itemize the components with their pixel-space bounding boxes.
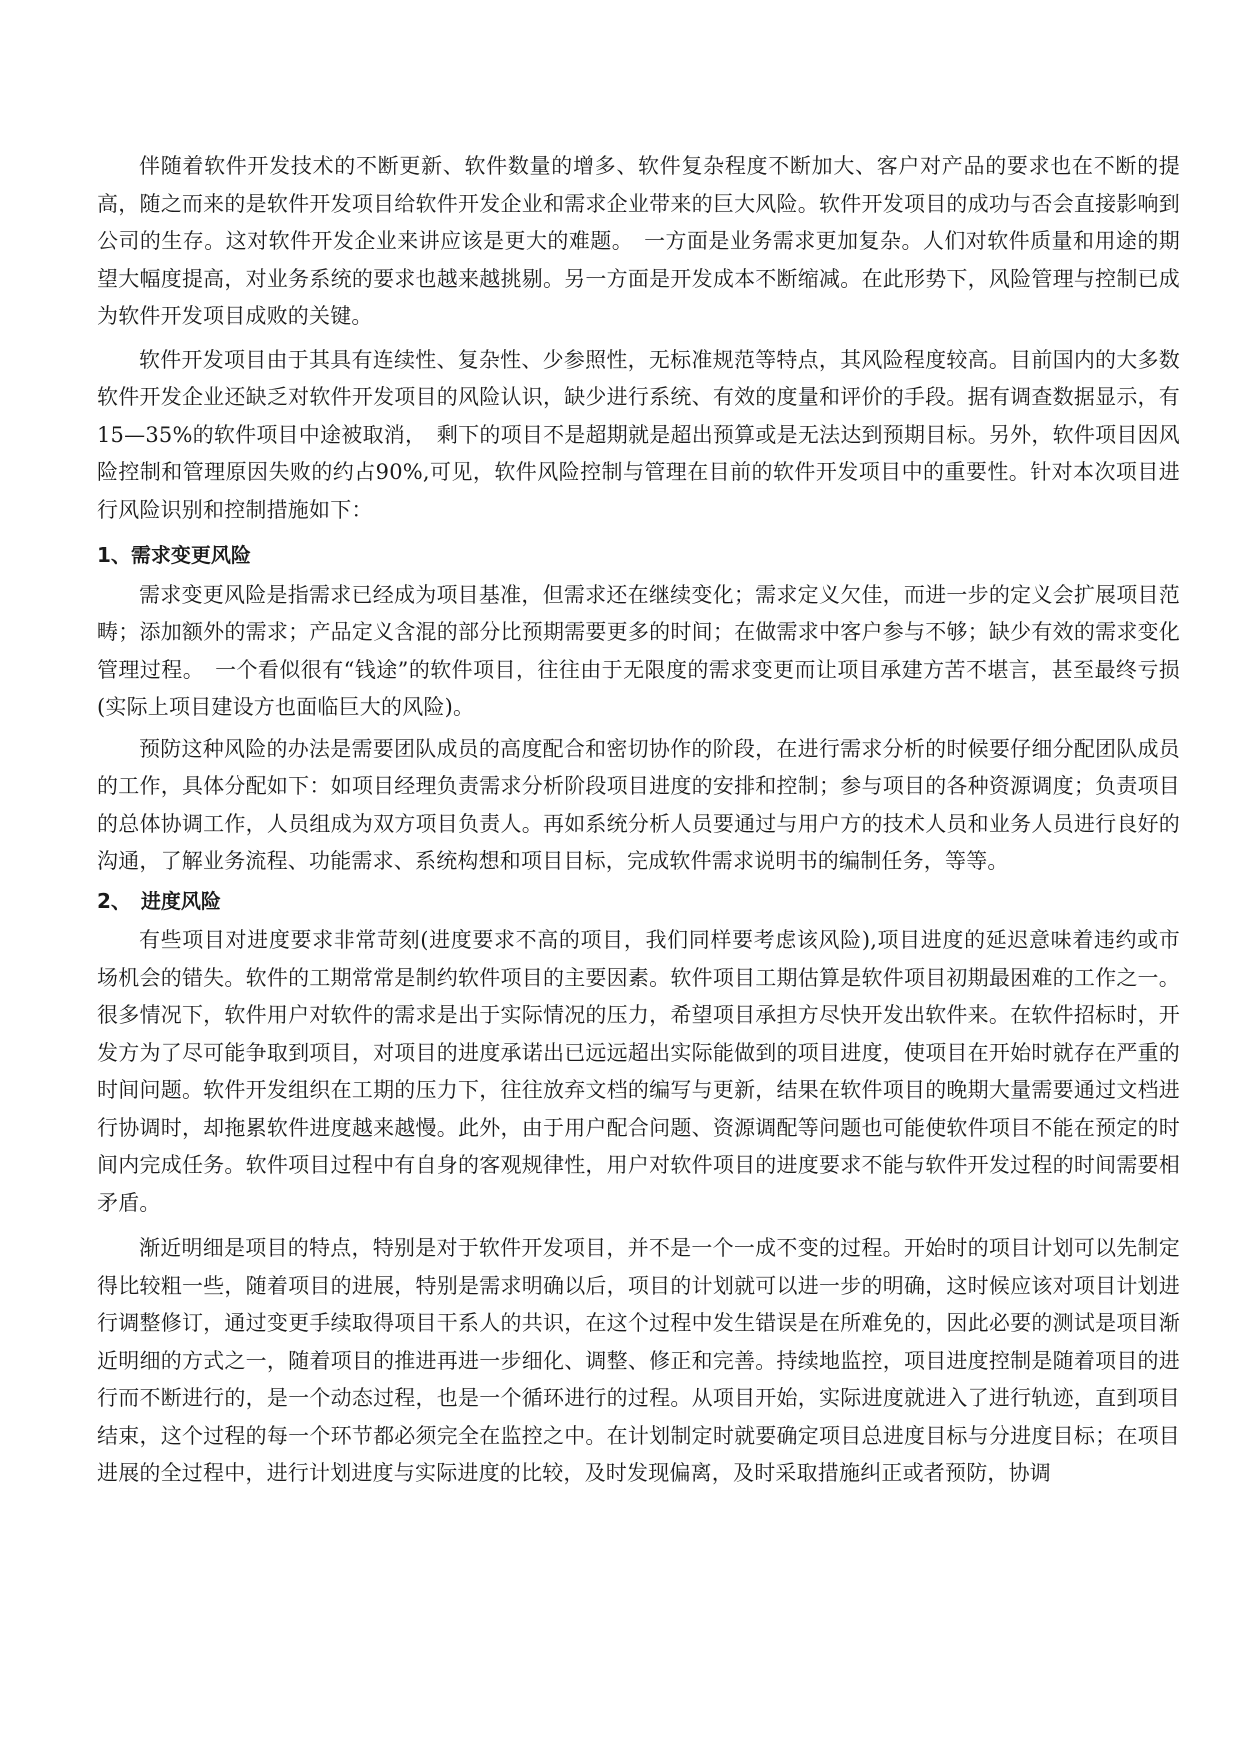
intro-paragraph-1: 伴随着软件开发技术的不断更新、软件数量的增多、软件复杂程度不断加大、客户对产品的要求也在不断的提高，随之而来的是软件开发项目给软件开发企业和需求企业带来的巨大风险。软件开发项目的成功与否会直接影响到公司的生存。这对软件开发企业来讲应该是更大的难题。 一方面是业务需求更加复杂。人们对软件质量和用途的期望大幅度提高，对业务系统的要求也越来越挑剔。另一方面是开发成本不断缩减。在此形势下，风险管理与控制已成为软件开发项目成败的关键。: [97, 154, 1180, 328]
section-number: 1、: [97, 543, 131, 567]
section2-paragraph-2: 渐近明细是项目的特点，特别是对于软件开发项目，并不是一个一成不变的过程。开始时的项目计划可以先制定得比较粗一些，随着项目的进展，特别是需求明确以后，项目的计划就可以进一步的明确，这时候应该对项目计划进行调整修订，通过变更手续取得项目干系人的共识，在这个过程中发生错误是在所难免的，因此必要的测试是项目渐近明细的方式之一，随着项目的推进再进一步细化、调整、修正和完善。持续地监控，项目进度控制是随着项目的进行而不断进行的，是一个动态过程，也是一个循环进行的过程。从项目开始，实际进度就进入了进行轨迹，直到项目结束，这个过程的每一个环节都必须完全在监控之中。在计划制定时就要确定项目总进度目标与分进度目标；在项目进展的全过程中，进行计划进度与实际进度的比较，及时发现偏离，及时采取措施纠正或者预防，协调: [97, 1236, 1180, 1485]
section1-paragraph-1: 需求变更风险是指需求已经成为项目基准，但需求还在继续变化；需求定义欠佳，而进一步的定义会扩展项目范畴；添加额外的需求；产品定义含混的部分比预期需要更多的时间；在做需求中客户参与不够；缺少有效的需求变化管理过程。 一个看似很有“钱途”的软件项目，往往由于无限度的需求变更而让项目承建方苦不堪言，甚至最终亏损(实际上项目建设方也面临巨大的风险)。: [97, 582, 1180, 719]
section-number: 2、: [97, 888, 131, 913]
section-title: 需求变更风险: [130, 543, 251, 567]
document-page: [97, 148, 1180, 1493]
section-heading-schedule-risk: [97, 883, 1180, 921]
section2-paragraph-1: 有些项目对进度要求非常苛刻(进度要求不高的项目，我们同样要考虑该风险),项目进度的延迟意味着违约或市场机会的错失。软件的工期常常是制约软件项目的主要因素。软件项目工期估算是软件项目初期最困难的工作之一。很多情况下，软件用户对软件的需求是出于实际情况的压力，希望项目承担方尽快开发出软件来。在软件招标时，开发方为了尽可能争取到项目，对项目的进度承诺出已远远超出实际能做到的项目进度，使项目在开始时就存在严重的时间问题。软件开发组织在工期的压力下，往往放弃文档的编写与更新，结果在软件项目的晚期大量需要通过文档进行协调时，却拖累软件进度越来越慢。此外，由于用户配合问题、资源调配等问题也可能使软件项目不能在预定的时间内完成任务。软件项目过程中有自身的客观规律性，用户对软件项目的进度要求不能与软件开发过程的时间需要相矛盾。: [97, 928, 1180, 1215]
section-heading-requirement-change: [97, 537, 1180, 575]
section-title: 进度风险: [140, 888, 221, 913]
intro-paragraph-2: 软件开发项目由于其具有连续性、复杂性、少参照性，无标准规范等特点，其风险程度较高。目前国内的大多数软件开发企业还缺乏对软件开发项目的风险认识，缺少进行系统、有效的度量和评价的手段。据有调查数据显示，有15—35%的软件项目中途被取消， 剩下的项目不是超期就是超出预算或是无法达到预期目标。另外，软件项目因风险控制和管理原因失败的约占90%,可见，软件风险控制与管理在目前的软件开发项目中的重要性。针对本次项目进行风险识别和控制措施如下：: [97, 347, 1180, 522]
section1-paragraph-2: 预防这种风险的办法是需要团队成员的高度配合和密切协作的阶段，在进行需求分析的时候要仔细分配团队成员的工作，具体分配如下：如项目经理负责需求分析阶段项目进度的安排和控制；参与项目的各种资源调度；负责项目的总体协调工作，人员组成为双方项目负责人。再如系统分析人员要通过与用户方的技术人员和业务人员进行良好的沟通，了解业务流程、功能需求、系统构想和项目目标，完成软件需求说明书的编制任务，等等。: [97, 736, 1180, 873]
